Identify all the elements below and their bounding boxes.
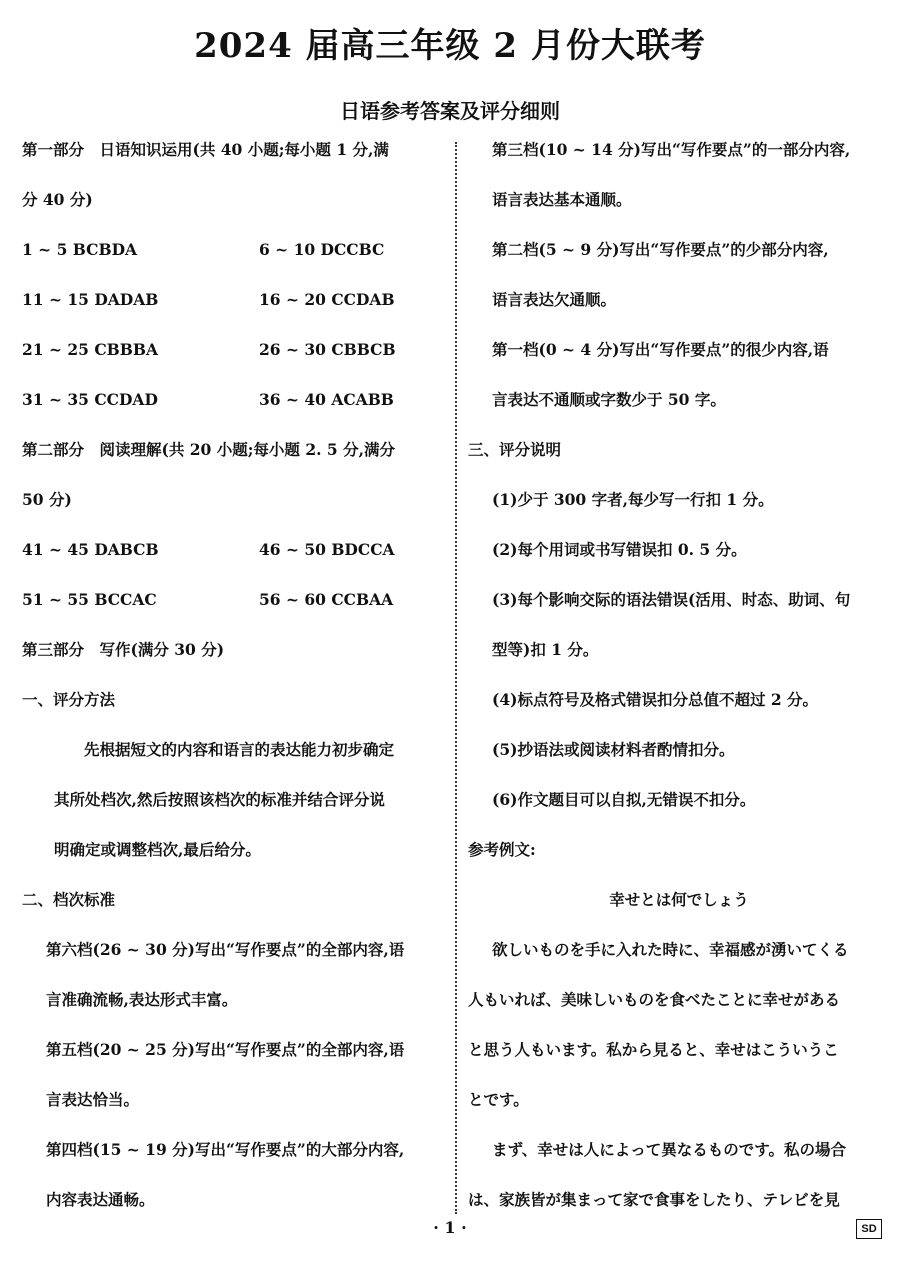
answer-group: 16 ~ 20 CCDAB (259, 290, 395, 309)
part3-heading: 第三部分 写作(满分 30 分) (22, 640, 225, 659)
page-number: · 1 · (433, 1218, 467, 1237)
answer-group: 36 ~ 40 ACABB (259, 390, 394, 409)
edition-badge: SD (856, 1219, 882, 1239)
page-title: 2024 届高三年级 2 月份大联考 (194, 26, 706, 66)
grade-5-text: 言表达恰当。 (46, 1090, 140, 1109)
grade-4-text: 内容表达通畅。 (46, 1190, 155, 1209)
column-divider (455, 142, 457, 1214)
left-column (22, 135, 450, 1235)
example-text: まず、幸せは人によって異なるものです。私の場合 (492, 1140, 847, 1159)
page-subtitle: 日语参考答案及评分细则 (340, 99, 560, 123)
grade-5-text: 第五档(20 ~ 25 分)写出“写作要点”的全部内容,语 (46, 1040, 405, 1059)
grade-2-text: 第二档(5 ~ 9 分)写出“写作要点”的少部分内容, (492, 240, 829, 259)
part1-heading-cont: 分 40 分) (22, 190, 93, 209)
method-heading: 一、评分方法 (22, 690, 116, 709)
answer-row (22, 385, 450, 435)
answer-group: 1 ~ 5 BCBDA (22, 240, 138, 259)
answer-group: 26 ~ 30 CBBCB (259, 340, 396, 359)
example-title: 幸せとは何でしょう (609, 890, 749, 909)
answer-group: 11 ~ 15 DADAB (22, 290, 159, 309)
grade-4-text: 第四档(15 ~ 19 分)写出“写作要点”的大部分内容, (46, 1140, 405, 1159)
example-text: と思う人もいます。私から見ると、幸せはこういうこ (468, 1040, 839, 1059)
answer-row (22, 535, 450, 585)
right-column (468, 135, 890, 1235)
answer-group: 56 ~ 60 CCBAA (259, 590, 394, 609)
grade-1-text: 言表达不通顺或字数少于 50 字。 (492, 390, 726, 409)
example-heading: 参考例文: (468, 840, 536, 859)
grade-heading: 二、档次标准 (22, 890, 116, 909)
example-text: は、家族皆が集まって家で食事をしたり、テレビを見 (468, 1190, 840, 1209)
example-text: 欲しいものを手に入れた時に、幸福感が湧いてくる (492, 940, 849, 959)
answer-group: 6 ~ 10 DCCBC (259, 240, 385, 259)
scoring-rule: (1)少于 300 字者,每少写一行扣 1 分。 (492, 490, 774, 509)
part2-heading-cont: 50 分) (22, 490, 72, 509)
answer-group: 51 ~ 55 BCCAC (22, 590, 157, 609)
method-text: 其所处档次,然后按照该档次的标准并结合评分说 (54, 790, 385, 809)
grade-6-text: 第六档(26 ~ 30 分)写出“写作要点”的全部内容,语 (46, 940, 405, 959)
method-text: 明确定或调整档次,最后给分。 (54, 840, 261, 859)
scoring-rule: (2)每个用词或书写错误扣 0. 5 分。 (492, 540, 747, 559)
scoring-heading: 三、评分说明 (468, 440, 562, 459)
part1-heading: 第一部分 日语知识运用(共 40 小题;每小题 1 分,满 (22, 140, 389, 159)
grade-3-text: 第三档(10 ~ 14 分)写出“写作要点”的一部分内容, (492, 140, 851, 159)
method-text: 先根据短文的内容和语言的表达能力初步确定 (84, 740, 395, 759)
answer-group: 46 ~ 50 BDCCA (259, 540, 395, 559)
grade-6-text: 言准确流畅,表达形式丰富。 (46, 990, 238, 1009)
example-text: とです。 (468, 1090, 529, 1109)
grade-3-text: 语言表达基本通顺。 (492, 190, 632, 209)
grade-2-text: 语言表达欠通顺。 (492, 290, 617, 309)
answer-group: 31 ~ 35 CCDAD (22, 390, 158, 409)
grade-1-text: 第一档(0 ~ 4 分)写出“写作要点”的很少内容,语 (492, 340, 829, 359)
scoring-rule: 型等)扣 1 分。 (492, 640, 599, 659)
answer-row (22, 585, 450, 635)
answer-row (22, 285, 450, 335)
scoring-rule: (6)作文题目可以自拟,无错误不扣分。 (492, 790, 756, 809)
answer-group: 41 ~ 45 DABCB (22, 540, 159, 559)
answer-row (22, 235, 450, 285)
scoring-rule: (4)标点符号及格式错误扣分总值不超过 2 分。 (492, 690, 819, 709)
answer-group: 21 ~ 25 CBBBA (22, 340, 158, 359)
part2-heading: 第二部分 阅读理解(共 20 小题;每小题 2. 5 分,满分 (22, 440, 395, 459)
example-text: 人もいれば、美味しいものを食べたことに幸せがある (468, 990, 841, 1009)
scoring-rule: (5)抄语法或阅读材料者酌情扣分。 (492, 740, 735, 759)
answer-row (22, 335, 450, 385)
scoring-rule: (3)每个影响交际的语法错误(活用、时态、助词、句 (492, 590, 851, 609)
